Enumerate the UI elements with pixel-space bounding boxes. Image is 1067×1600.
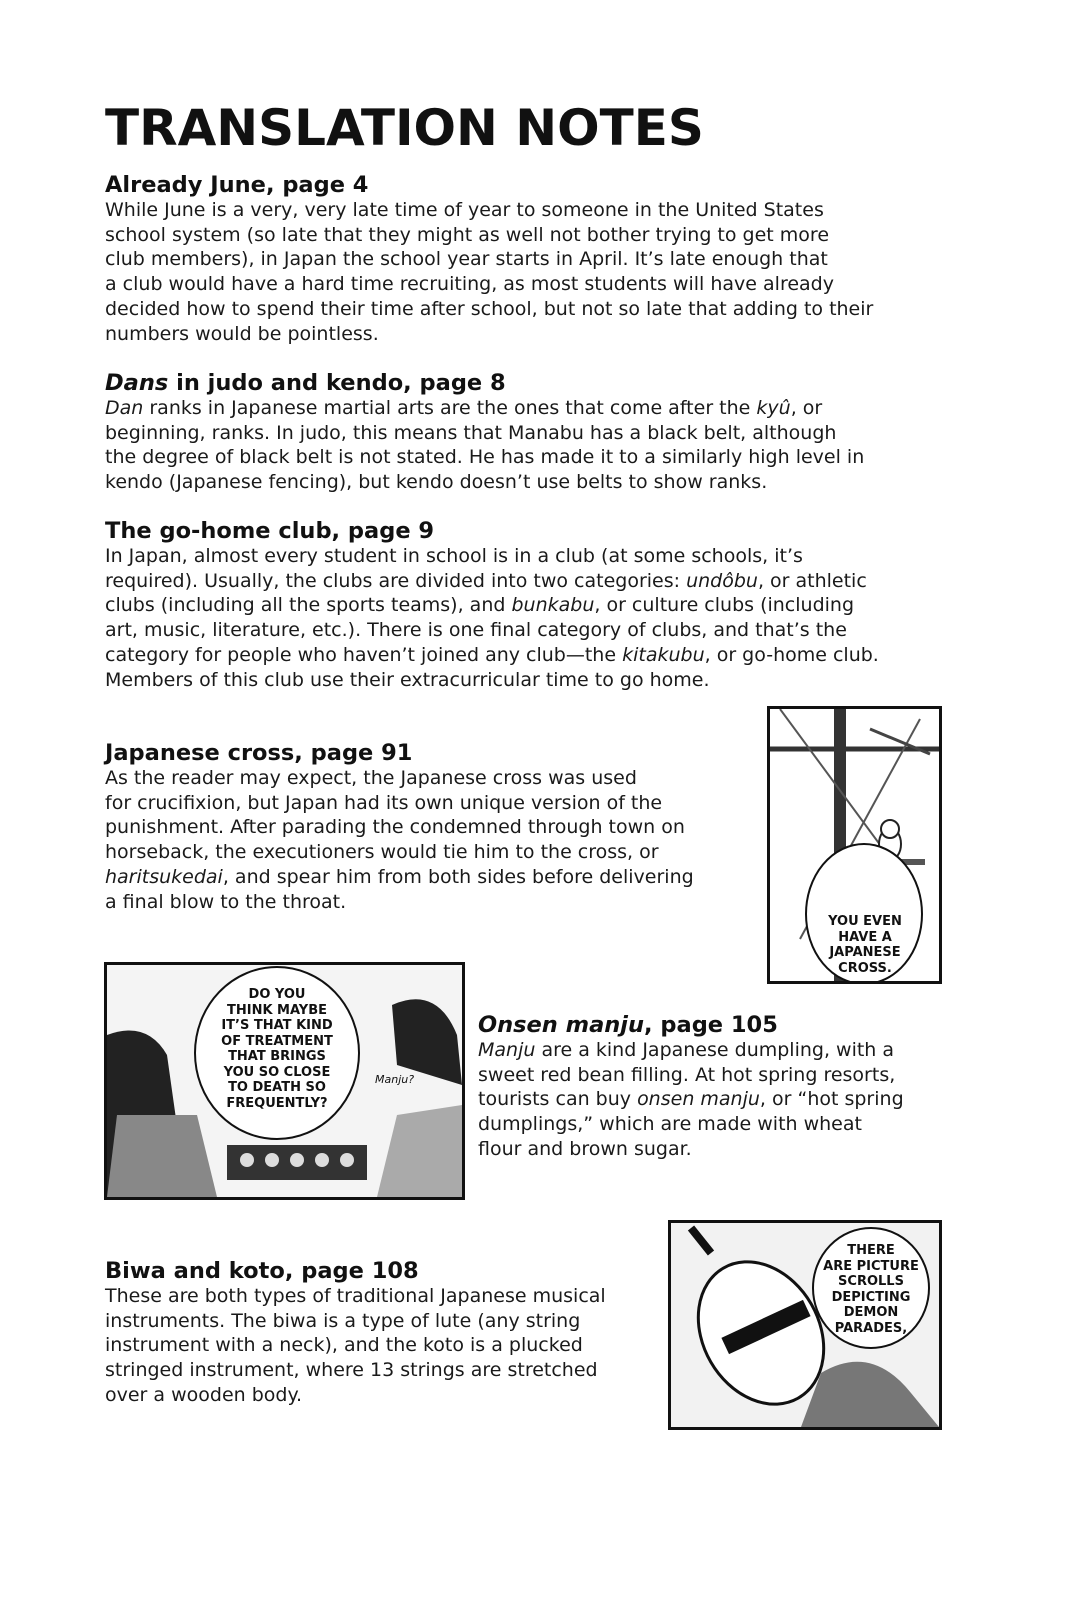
manju-icon — [240, 1153, 254, 1167]
bubble-line: FREQUENTLY? — [226, 1095, 328, 1111]
note-go-home-club — [105, 518, 879, 692]
note-line: for crucifixion, but Japan had its own unique version of the — [105, 791, 663, 814]
note-text: , or — [790, 397, 823, 419]
bubble-line: ARE PICTURE — [823, 1258, 919, 1274]
bubble-line: CROSS. — [838, 960, 892, 976]
note-heading: The go-home club, page 9 — [105, 518, 435, 544]
note-line: dumplings,” which are made with wheat — [478, 1113, 862, 1136]
note-line: a final blow to the throat. — [105, 890, 347, 913]
bubble-line: TO DEATH SO — [228, 1080, 326, 1095]
note-already-june — [105, 172, 873, 346]
note-line: art, music, literature, etc.). There is one final category of clubs, and that’s the — [105, 619, 847, 642]
note-line: decided how to spend their time after school, but not so late that adding to their — [105, 297, 874, 320]
note-text: tourists can buy — [478, 1088, 638, 1111]
note-line: kendo (Japanese fencing), but kendo doesn’t use belts to show ranks. — [105, 471, 768, 494]
note-heading: Already June, page 4 — [105, 172, 369, 198]
term-undobu: undôbu — [686, 569, 758, 592]
note-biwa-koto — [105, 1258, 606, 1408]
bubble-line: THAT BRINGS — [228, 1049, 326, 1064]
note-line — [478, 1087, 904, 1112]
note-line: stringed instrument, where 13 strings are stretched — [105, 1359, 598, 1382]
note-line — [105, 643, 879, 668]
lucky-cat-head — [881, 820, 899, 838]
note-heading-rest: in judo and kendo, page 8 — [168, 370, 506, 396]
term-bunkabu: bunkabu — [511, 594, 595, 617]
term-onsen-manju: onsen manju — [637, 1088, 760, 1111]
note-line: punishment. After parading the condemned through town on — [105, 816, 685, 839]
note-line: These are both types of traditional Japanese musical — [105, 1285, 606, 1307]
note-line: numbers would be pointless. — [105, 322, 379, 345]
note-heading — [478, 1012, 904, 1038]
note-text: are a kind Japanese dumpling, with a — [535, 1039, 895, 1061]
bubble-line: SCROLLS — [838, 1274, 904, 1289]
note-line — [105, 865, 694, 890]
speech-bubble-text — [811, 1243, 931, 1336]
bubble-line: THERE — [847, 1243, 895, 1258]
manju-icon — [265, 1153, 279, 1167]
speech-bubble-text — [202, 987, 352, 1111]
note-line: As the reader may expect, the Japanese cross was used — [105, 767, 637, 789]
bubble-line: THINK MAYBE — [226, 1002, 328, 1018]
manju-icon — [340, 1153, 354, 1167]
note-line: In Japan, almost every student in school is in a club (at some schools, it’s — [105, 545, 803, 567]
bubble-line: DEPICTING — [831, 1289, 911, 1305]
page-title: TRANSLATION NOTES — [105, 99, 704, 157]
term-kyu: kyû — [756, 397, 791, 419]
note-line: the degree of black belt is not stated. He has made it to a similarly high level in — [105, 446, 865, 469]
note-text: ranks in Japanese martial arts are the ones that come after the — [143, 397, 757, 419]
note-line: Members of this club use their extracurricular time to go home. — [105, 668, 710, 691]
note-heading-italic: Dans — [105, 370, 169, 396]
manga-panel-cross — [767, 706, 942, 984]
note-line: over a wooden body. — [105, 1383, 303, 1406]
note-heading-rest: , page 105 — [644, 1012, 778, 1038]
note-japanese-cross — [105, 740, 694, 914]
note-line: club members), in Japan the school year starts in April. It’s late enough that — [105, 248, 828, 271]
note-line — [105, 396, 864, 421]
manju-icon — [290, 1153, 304, 1167]
note-text: clubs (including all the sports teams), and — [105, 594, 512, 617]
bubble-line: HAVE A — [838, 929, 892, 945]
term-haritsukedai: haritsukedai — [105, 865, 223, 888]
bubble-line: JAPANESE — [829, 945, 901, 960]
aside-text: Manju? — [375, 1073, 415, 1086]
manga-panel-biwa — [668, 1220, 942, 1430]
note-text: , or athletic — [757, 569, 867, 592]
bubble-line: PARADES, — [834, 1320, 908, 1336]
note-text: , and spear him from both sides before delivering — [222, 865, 694, 888]
speech-bubble-text — [810, 914, 920, 976]
bubble-line: OF TREATMENT — [221, 1033, 333, 1049]
note-text: , or go-home club. — [704, 643, 879, 666]
term-dan: Dan — [105, 397, 144, 419]
note-text: category for people who haven’t joined any club—the — [105, 643, 623, 666]
note-line: beginning, ranks. In judo, this means that Manabu has a black belt, although — [105, 421, 837, 444]
term-kitakubu: kitakubu — [622, 643, 705, 666]
note-line: sweet red bean filling. At hot spring resorts, — [478, 1063, 896, 1086]
note-line: school system (so late that they might as well not bother trying to get more — [105, 223, 830, 246]
note-text: , or “hot spring — [759, 1088, 904, 1111]
note-line: While June is a very, very late time of year to someone in the United States — [105, 199, 824, 221]
note-heading: Japanese cross, page 91 — [105, 740, 413, 766]
note-line: horseback, the executioners would tie him to the cross, or — [105, 841, 659, 864]
note-heading — [105, 370, 864, 396]
note-line — [105, 593, 879, 618]
manju-icon — [315, 1153, 329, 1167]
note-line — [478, 1038, 904, 1063]
note-heading-italic: Onsen manju — [478, 1012, 645, 1038]
note-text: required). Usually, the clubs are divided into two categories: — [105, 569, 687, 592]
note-line: instrument with a neck), and the koto is a plucked — [105, 1334, 583, 1357]
bubble-line: YOU EVEN — [828, 914, 902, 929]
bubble-line: DO YOU — [248, 987, 306, 1002]
note-line: a club would have a hard time recruiting, as most students will have already — [105, 273, 834, 296]
note-text: , or culture clubs (including — [594, 594, 855, 617]
note-line: flour and brown sugar. — [478, 1137, 692, 1160]
bubble-line: DEMON — [843, 1305, 899, 1320]
note-onsen-manju — [478, 1012, 904, 1162]
manga-panel-manju — [104, 962, 465, 1200]
bubble-line: IT’S THAT KIND — [221, 1018, 333, 1033]
note-heading: Biwa and koto, page 108 — [105, 1258, 419, 1284]
note-line — [105, 569, 879, 594]
note-line: instruments. The biwa is a type of lute (any string — [105, 1309, 581, 1332]
bubble-line: YOU SO CLOSE — [223, 1064, 331, 1080]
term-manju: Manju — [478, 1039, 536, 1061]
note-dans — [105, 370, 864, 495]
